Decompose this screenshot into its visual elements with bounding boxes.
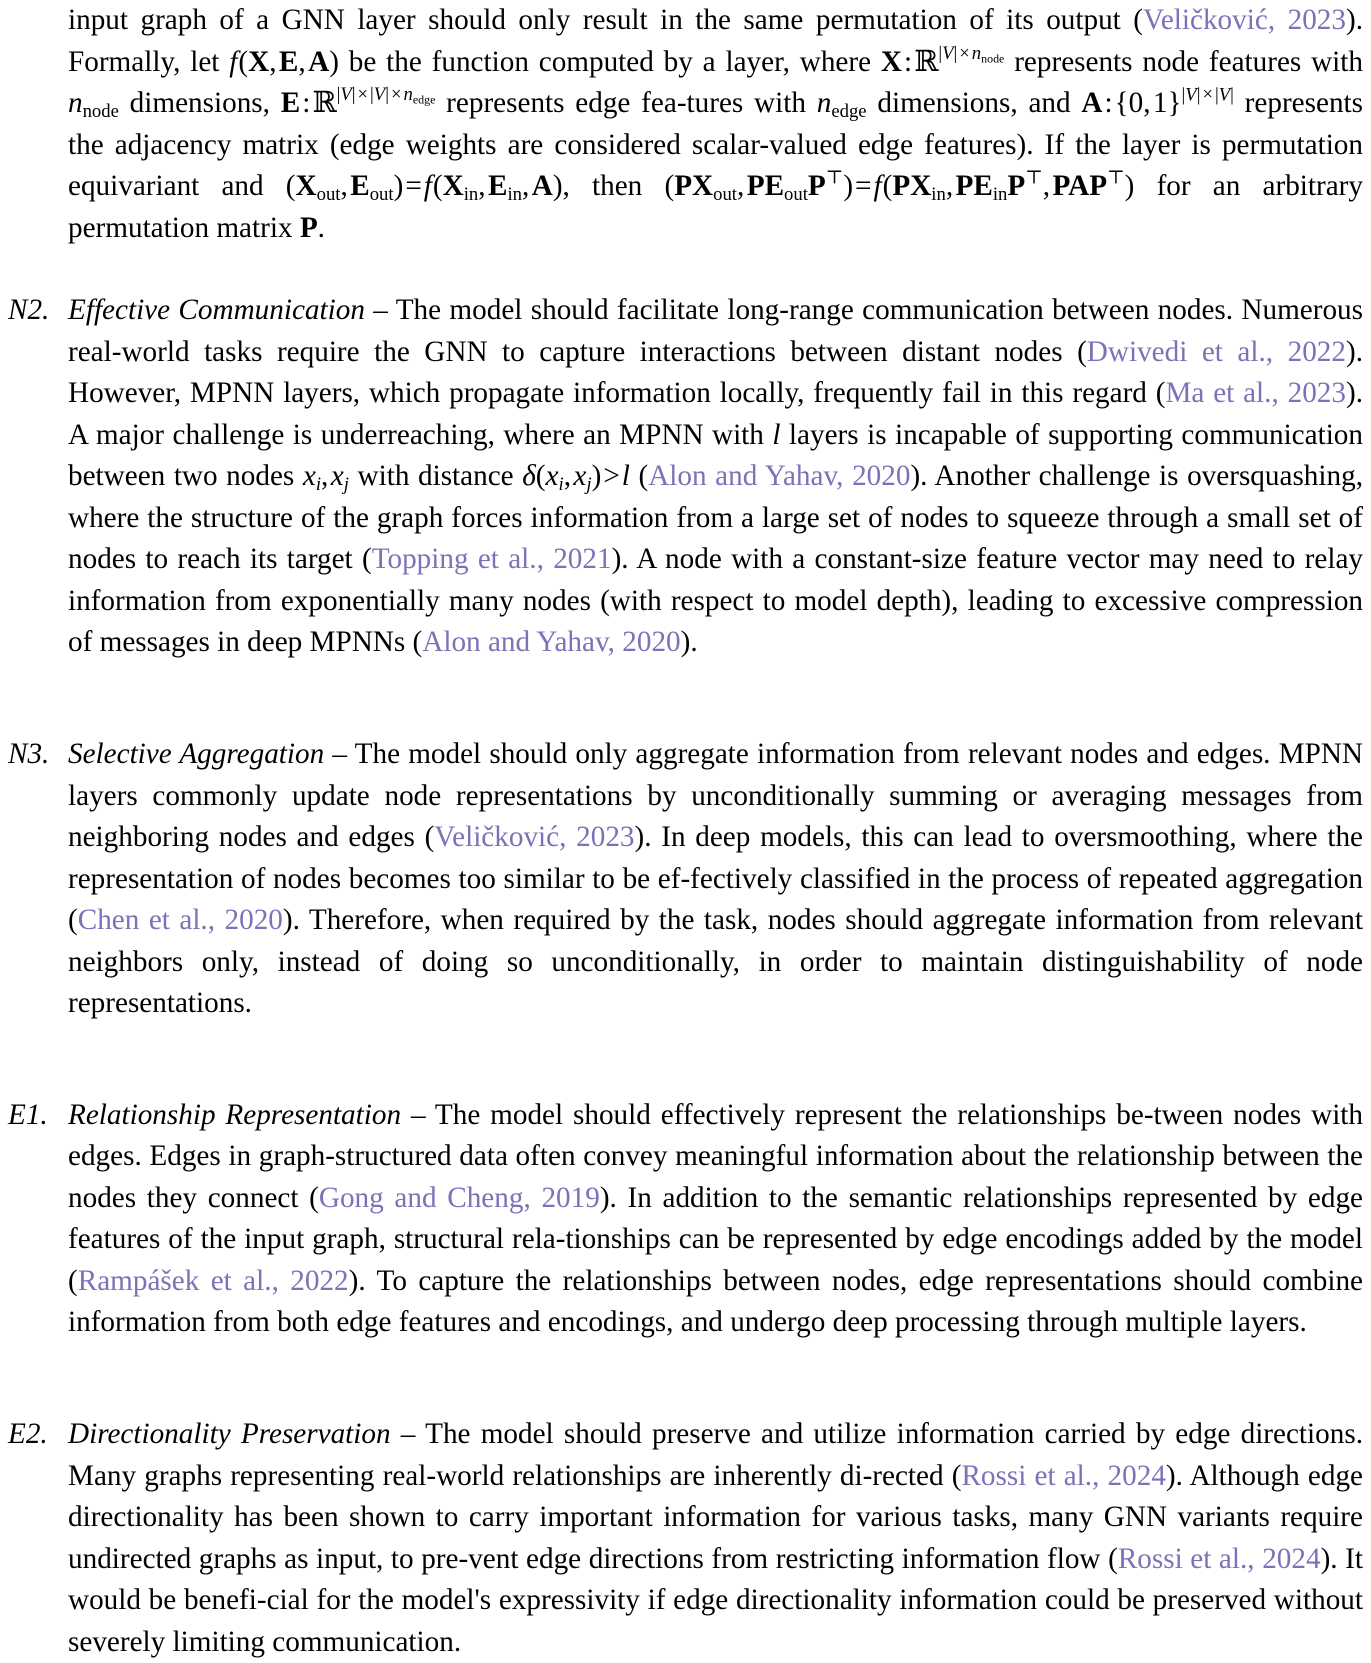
text-segment: dimensions,: [118, 87, 281, 119]
text-segment: The model should effectively represent the relationships be-tween nodes with edges. Edges in graph-structured data often convey meaningful information about the relationship between the nodes they connect (: [68, 1098, 1364, 1214]
text-segment: The model should only aggregate information from relevant nodes and edges. MPNN layers commonly update node representations by unconditionally summing or averaging messages from neighboring nodes and edges (: [68, 738, 1363, 854]
text-segment: The model should facilitate long-range communication between nodes. Numerous real-world tasks require the GNN to capture interactions between distant nodes (: [68, 294, 1364, 368]
text-segment: represents node features with: [1004, 45, 1363, 78]
item-term-e2: Directionality Preservation: [68, 1418, 391, 1451]
list-item-e2: [0, 1414, 1371, 1663]
math-n-node: $n_{node}$: [68, 87, 119, 123]
text-segment: ). Formally, let: [68, 4, 1363, 78]
citation-author: Alon and Yahav: [422, 626, 608, 659]
citation-year: 2023: [576, 821, 635, 854]
text-segment: ). A major challenge is underreaching, where an MPNN with: [68, 377, 1364, 451]
text-segment: The model should preserve and utilize information carried by edge directions. Many graphs representing real-world relationships are inherently di-rected (: [68, 1418, 1363, 1492]
text-segment: be the function computed by a layer, where: [338, 45, 881, 78]
spacer: [0, 693, 1371, 705]
citation-year: 2020: [224, 904, 283, 937]
em-dash: –: [364, 294, 396, 327]
citation-separator: ,: [607, 626, 623, 659]
citation-author: Rossi et al.: [961, 1459, 1093, 1492]
math-adjacency-space: A:{0, 1}$^{|V| \times |V|}$: [1081, 84, 1234, 119]
item-label-n3: N3.: [8, 738, 50, 771]
text-segment: ). However, MPNN layers, which propagate information locally, frequently fail in this regard (: [68, 335, 1364, 410]
em-dash: –: [401, 1098, 435, 1131]
spacer: [0, 1054, 1371, 1066]
citation-rossi-2024-a[interactable]: [961, 1460, 1165, 1492]
item-term-n2: Effective Communication: [68, 294, 365, 327]
continuation-paragraph: [68, 0, 1363, 249]
citation-author: Rampášek et al.: [77, 1264, 272, 1297]
item-body-n3: [68, 734, 1363, 1025]
citation-chen-2020[interactable]: [78, 904, 283, 936]
em-dash: –: [390, 1418, 426, 1451]
text-segment: , then: [562, 170, 665, 202]
citation-velickovic-2023-b[interactable]: [434, 821, 634, 853]
text-segment: ). Although edge directionality has been shown to carry important information for various tasks, many GNN variants require undirected graphs as input, to pre-vent edge directions from restricting information flow (: [68, 1459, 1363, 1575]
text-segment: (: [629, 460, 649, 493]
citation-author: Rossi et al.: [1117, 1542, 1248, 1575]
citation-dwivedi-2022[interactable]: [1087, 336, 1346, 368]
text-segment: ). In deep models, this can lead to oversmoothing, where the representation of nodes becomes too similar to be ef-fectively classified in the process of repeated aggregation (: [68, 821, 1363, 937]
citation-author: Veličković: [1142, 4, 1268, 36]
citation-author: Alon and Yahav: [648, 460, 837, 493]
list-item-n3: [0, 734, 1371, 1025]
citation-author: Dwivedi et al.: [1086, 335, 1266, 368]
text-segment: layers is incapable of supporting communication between two nodes: [68, 418, 1363, 493]
text-segment: with distance: [348, 460, 523, 493]
citation-separator: ,: [523, 1181, 542, 1214]
citation-author: Ma et al.: [1165, 377, 1272, 410]
citation-author: Topping et al.: [371, 543, 537, 576]
citation-year: 2020: [852, 460, 911, 493]
item-body-e1: [68, 1095, 1363, 1344]
spacer: [0, 249, 1371, 261]
citation-rampasek-2022[interactable]: [78, 1265, 349, 1297]
math-layer-output-equation: ($X_{out}$, $E_{out})=f(X_{in}$, $E_{in}$, A): [285, 170, 563, 206]
text-segment: ). Therefore, when required by the task, nodes should aggregate information from relevant neighbors only, instead of doing so unconditionally, in order to maintain distinguishability of node representations.: [68, 904, 1363, 1020]
text-segment: represents edge fea-tures with: [435, 87, 817, 119]
citation-separator: ,: [1247, 1542, 1263, 1575]
list-item-n2: [0, 290, 1371, 664]
citation-year: 2023: [1287, 4, 1346, 36]
text-segment: ). Another challenge is oversquashing, where the structure of the graph forces information from a large set of nodes to squeeze through a small set of nodes to reach its target (: [68, 460, 1363, 576]
citation-separator: ,: [836, 460, 853, 493]
citation-topping-2021[interactable]: [372, 543, 612, 575]
math-function-signature: f(X, E, A): [229, 45, 339, 78]
text-segment: ). A node with a constant-size feature vector may need to relay information from exponentially many nodes (with respect to model depth), leading to excessive compression of messages in deep MPNNs (: [68, 543, 1364, 659]
text-segment: ).: [680, 626, 698, 659]
text-segment: represents the adjacency matrix (edge weights are considered scalar-valued edge features). If the layer is permutation equivariant and: [68, 87, 1364, 202]
citation-year: 2022: [1287, 335, 1346, 368]
citation-year: 2019: [541, 1181, 600, 1214]
citation-separator: ,: [559, 821, 577, 854]
citation-separator: ,: [536, 543, 554, 576]
em-dash: –: [324, 738, 355, 771]
list-item-e1: [0, 1095, 1371, 1344]
item-term-e1: Relationship Representation: [68, 1098, 402, 1131]
citation-year: 2021: [553, 543, 612, 576]
citation-ma-2023[interactable]: [1165, 377, 1346, 409]
citation-author: Veličković: [434, 821, 560, 854]
text-segment: input graph of a GNN layer should only result in the same permutation of its output (: [68, 4, 1143, 36]
math-node-feature-space: X:ℝ$^{|V| \times n_{node}}$: [880, 42, 1005, 78]
citation-separator: ,: [1092, 1459, 1108, 1492]
text-segment: .: [317, 211, 325, 244]
citation-author: Gong and Cheng: [318, 1181, 524, 1214]
citation-separator: ,: [1271, 377, 1288, 410]
text-segment: ). To capture the relationships between nodes, edge representations should combine information from both edge features and encodings, and undergo deep processing through multiple layers.: [68, 1264, 1364, 1339]
citation-year: 2020: [622, 626, 681, 659]
item-label-n2: N2.: [8, 294, 50, 327]
citation-separator: ,: [271, 1264, 291, 1297]
citation-alon-yahav-2020-a[interactable]: [648, 460, 910, 492]
math-n-edge: $n_{edge}$: [816, 87, 867, 123]
citation-year: 2022: [290, 1264, 349, 1297]
spacer: [0, 1373, 1371, 1385]
citation-year: 2024: [1107, 1459, 1166, 1492]
item-label-e2: E2.: [8, 1418, 48, 1451]
citation-author: Chen et al.: [77, 904, 208, 937]
citation-separator: ,: [1267, 4, 1288, 36]
item-body-n2: [68, 290, 1363, 664]
citation-alon-yahav-2020-b[interactable]: [422, 626, 680, 658]
item-label-e1: E1.: [8, 1098, 48, 1131]
citation-year: 2023: [1287, 377, 1346, 410]
citation-rossi-2024-b[interactable]: [1118, 1543, 1321, 1575]
math-layer-count: l: [772, 418, 781, 451]
citation-gong-cheng-2019[interactable]: [319, 1182, 600, 1214]
item-body-e2: [68, 1414, 1363, 1663]
item-term-n3: Selective Aggregation: [68, 738, 325, 771]
text-segment: ). It would be benefi-cial for the model's expressivity if edge directionality information could be preserved without severely limiting communication.: [68, 1542, 1363, 1658]
math-equivariance-equation: ($PX_{out}$, $PE_{out}P^⊤)=f(PX_{in}$, $PE_{in}P^⊤$, PAP⊤): [664, 167, 1135, 206]
math-node-pair: $x_i$, $x_j$: [302, 460, 349, 496]
citation-velickovic-2023[interactable]: [1143, 4, 1346, 36]
text-segment: for an arbitrary permutation matrix: [68, 170, 1363, 244]
math-edge-feature-space: E:ℝ$^{|V| \times |V| \times n_{edge}}$: [280, 84, 436, 119]
text-segment: ). In addition to the semantic relationships represented by edge features of the input graph, structural rela-tionships can be represented by edge encodings added by the model (: [68, 1181, 1363, 1297]
math-permutation-matrix: P: [299, 211, 318, 244]
citation-year: 2024: [1262, 1542, 1321, 1575]
citation-separator: ,: [1265, 335, 1288, 368]
math-distance-inequality: $\delta(x_i$, $x_j)>l$: [522, 460, 630, 496]
text-segment: dimensions, and: [866, 87, 1082, 119]
citation-separator: ,: [207, 904, 225, 937]
